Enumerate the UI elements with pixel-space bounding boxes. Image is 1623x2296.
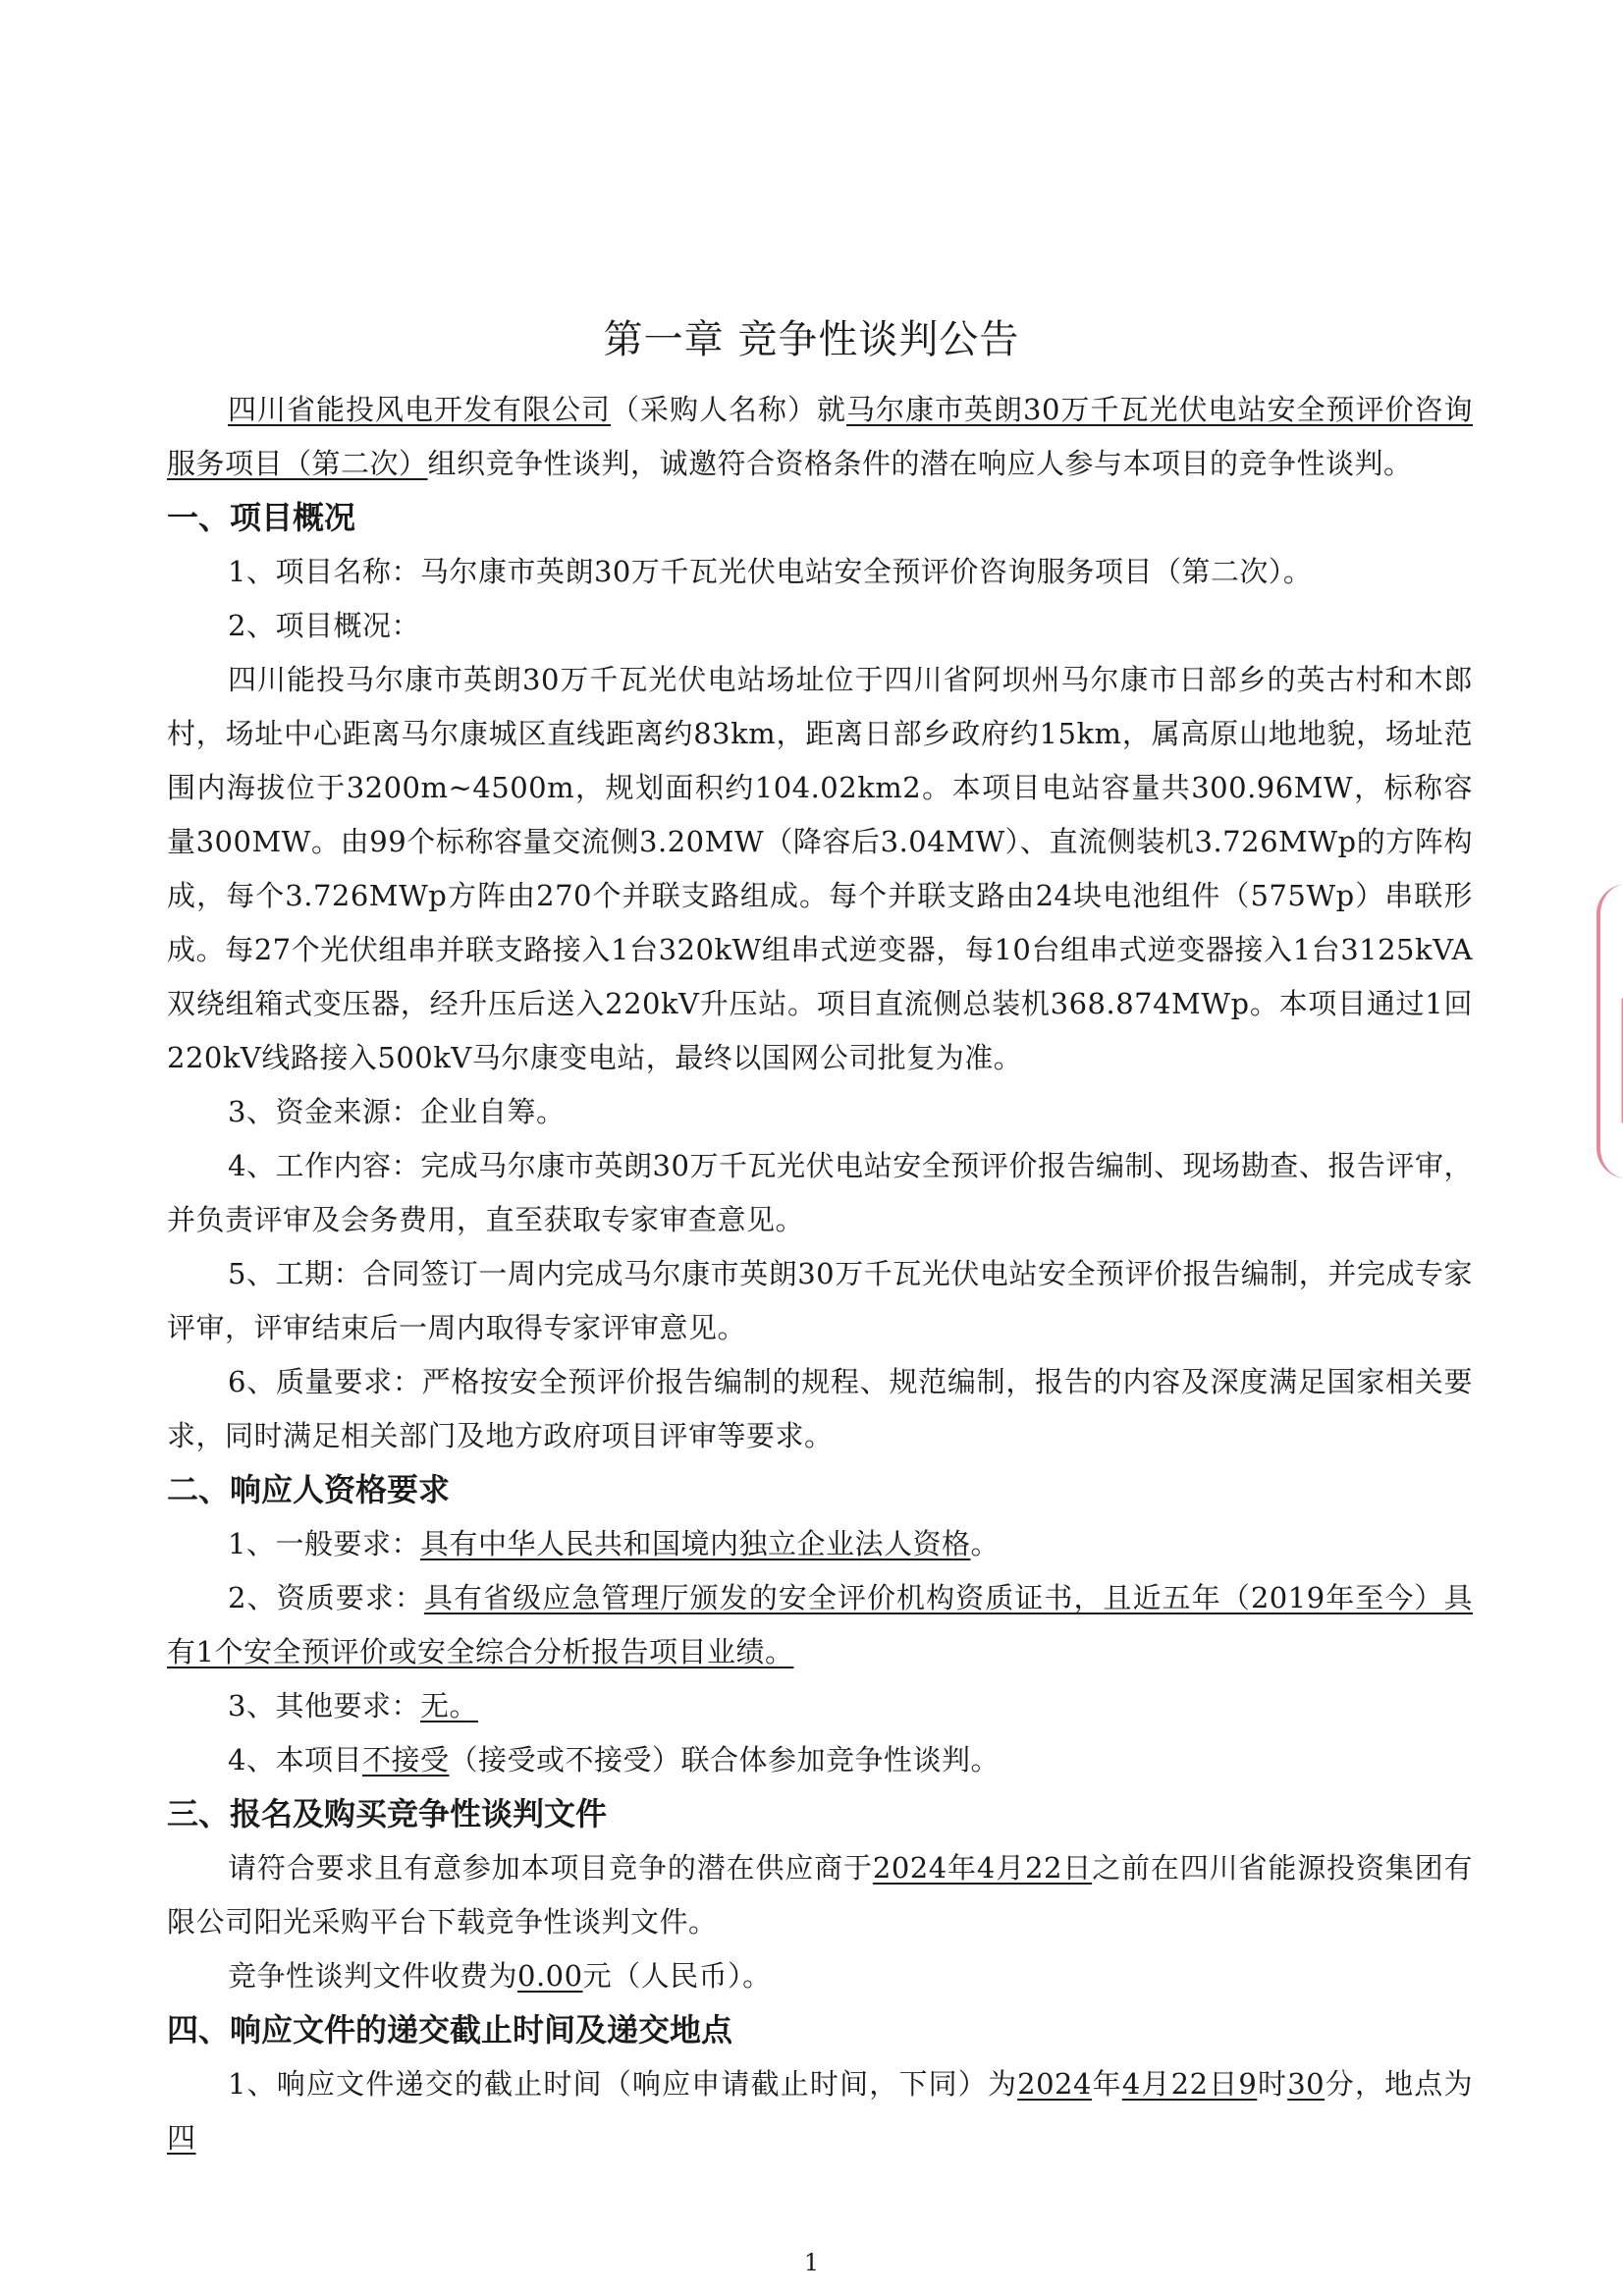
section-4-heading: 四、响应文件的递交截止时间及递交地点 [167, 2011, 733, 2049]
s1-quality: 6、质量要求：严格按安全预评价报告编制的规程、规范编制，报告的内容及深度满足国家相关要求，同时满足相关部门及地方政府项目评审等要求。 [167, 1365, 1473, 1452]
section-2-heading: 二、响应人资格要求 [167, 1471, 451, 1508]
punct: 。 [970, 1527, 1000, 1560]
label: 1、一般要求： [228, 1527, 420, 1560]
deadline-year: 2024 [1017, 2067, 1092, 2101]
text: 竞争性谈判文件收费为 [228, 1959, 518, 1993]
s1-schedule: 5、工期：合同签订一周内完成马尔康市英朗30万千瓦光伏电站安全预评价报告编制，并完成专家评审，评审结束后一周内取得专家评审意见。 [167, 1257, 1473, 1344]
label: 2、资质要求： [228, 1581, 424, 1614]
s1-overview-label: 2、项目概况： [228, 609, 420, 642]
page-number: 1 [803, 2249, 820, 2276]
text: 请符合要求且有意参加本项目竞争的潜在供应商于 [228, 1851, 873, 1885]
s2-general-requirement [167, 1517, 1473, 1571]
s1-project-name: 1、项目名称：马尔康市英朗30万千瓦光伏电站安全预评价咨询服务项目（第二次）。 [228, 555, 1313, 588]
deadline-minute: 30 [1287, 2067, 1325, 2101]
text: 之前在四川省能源投资集团有限公司阳光采购平台下载竞争性谈判文件。 [167, 1851, 1473, 1939]
label: 3、其他要求： [228, 1689, 420, 1722]
s2-qualification-requirement [167, 1571, 1473, 1679]
consortium-value: 不接受 [361, 1743, 450, 1777]
section-1-heading: 一、项目概况 [167, 499, 356, 536]
intro-paragraph [167, 383, 1473, 491]
s3-download [167, 1841, 1473, 1949]
page-title: 第一章 竞争性谈判公告 [603, 317, 1020, 362]
section-3-heading: 三、报名及购买竞争性谈判文件 [167, 1795, 608, 1832]
intro-tail: 组织竞争性谈判，诚邀符合资格条件的潜在响应人参与本项目的竞争性谈判。 [427, 447, 1413, 480]
s2-other-requirement [167, 1679, 1473, 1733]
text: 1、响应文件递交的截止时间（响应申请截止时间，下同）为 [228, 2067, 1018, 2101]
seal-stamp-edge [1596, 884, 1623, 1178]
s1-overview-text: 四川能投马尔康市英朗30万千瓦光伏电站场址位于四川省阿坝州马尔康市日部乡的英古村和木郎村，场址中心距离马尔康城区直线距离约83km，距离日部乡政府约15km，属高原山地地貌，场址范围内海拔位于3200m~4500m，规划面积约104.02km2。本项目电站容量共300.96MW，标称容量300MW。由99个标称容量交流侧3.20MW（降容后3.04MW）、直流侧装机3.726MWp的方阵构成，每个3.726MWp方阵由270个并联支路组成。每个并联支路由24块电池组件（575Wp）串联形成。每27个光伏组串并联支路接入1台320kW组串式逆变器，每10台组串式逆变器接入1台3125kVA双绕组箱式变压器，经升压后送入220kV升压站。项目直流侧总装机368.874MWp。本项目通过1回220kV线路接入500kV马尔康变电站，最终以国网公司批复为准。 [167, 663, 1473, 1074]
s4-deadline [167, 2057, 1473, 2165]
fee-amount: 0.00 [517, 1959, 583, 1993]
deadline-place: 四 [167, 2121, 196, 2155]
general-requirement-value: 具有中华人民共和国境内独立企业法人资格 [419, 1527, 971, 1560]
s2-consortium [167, 1733, 1473, 1787]
consortium-tail: （接受或不接受）联合体参加竞争性谈判。 [449, 1743, 1000, 1777]
project-name: 马尔康市英朗30万千瓦光伏电站安全预评价咨询服务项目（第二次） [167, 393, 1473, 480]
text: 时 [1257, 2067, 1288, 2101]
s1-work-content: 4、工作内容：完成马尔康市英朗30万千瓦光伏电站安全预评价报告编制、现场勘查、报告评审，并负责评审及会务费用，直至获取专家审查意见。 [167, 1149, 1473, 1236]
label: 4、本项目 [228, 1743, 362, 1777]
download-deadline: 2024年4月22日 [872, 1851, 1093, 1885]
document-body [167, 383, 1473, 2165]
purchaser-note: （采购人名称）就 [611, 393, 847, 426]
s3-fee [167, 1949, 1473, 2003]
text: 年 [1091, 2067, 1122, 2101]
deadline-date: 4月22日9 [1121, 2067, 1258, 2101]
purchaser-name: 四川省能投风电开发有限公司 [228, 393, 612, 426]
text: 分，地点为 [1325, 2067, 1473, 2101]
qualification-value: 具有省级应急管理厅颁发的安全评价机构资质证书，且近五年（2019年至今）具有1个安全预评价或安全综合分析报告项目业绩。 [167, 1581, 1473, 1668]
other-requirement-value: 无。 [419, 1689, 478, 1722]
s1-funding: 3、资金来源：企业自筹。 [228, 1095, 566, 1128]
text: 元（人民币）。 [582, 1959, 772, 1993]
